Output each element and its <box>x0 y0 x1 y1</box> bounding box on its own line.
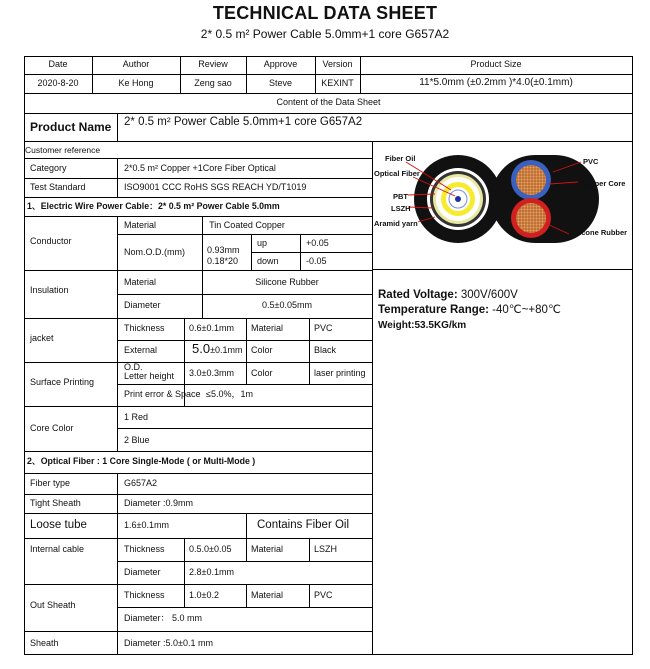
out-sheath-thickness-value: 1.0±0.2 <box>189 590 219 600</box>
conductor-nom-value-2: 0.18*20 <box>207 256 239 266</box>
version-value: KEXINT <box>321 78 354 88</box>
label-pbt: PBT <box>393 192 408 201</box>
internal-material-label: Material <box>251 544 284 554</box>
conductor-nom-label: Nom.O.D.(mm) <box>124 247 185 257</box>
surface-color-label: Color <box>251 368 273 378</box>
rated-voltage-value: 300V/600V <box>457 289 518 301</box>
jacket-color-value: Black <box>314 345 337 355</box>
jacket-thickness-label: Thickness <box>124 323 165 333</box>
internal-thickness-value: 0.5.0±0.05 <box>189 544 232 554</box>
page-subtitle: 2* 0.5 m² Power Cable 5.0mm+1 core G657A2 <box>200 27 450 41</box>
spec-rated-voltage <box>378 288 518 303</box>
sheath-label: Sheath <box>30 638 59 648</box>
print-error-value: ≤5.0%，1m <box>206 389 253 399</box>
weight-value: Weight:53.5KG/km <box>378 320 467 331</box>
core-color-item-red: 1 Red <box>124 412 149 422</box>
out-sheath-material-value: PVC <box>314 590 333 600</box>
insulation-label: Insulation <box>30 285 69 295</box>
jacket-label: jacket <box>30 333 54 343</box>
loose-tube-label: Loose tube <box>30 519 87 531</box>
test-standard-label: Test Standard <box>30 182 86 192</box>
review-value: Zeng sao <box>194 78 232 88</box>
label-silicone-rubber: Silicone Rubber <box>570 228 628 237</box>
insulation-material-value: Silicone Rubber <box>255 277 319 287</box>
conductor-up-value: +0.05 <box>306 238 329 248</box>
header-product-size-label: Product Size <box>470 59 522 69</box>
conductor-down-label: down <box>257 256 279 266</box>
jacket-thickness-value: 0.6±0.1mm <box>189 323 234 333</box>
header-approve-label: Approve <box>263 59 298 69</box>
surface-od-label: O.D. <box>124 362 143 372</box>
optical-section-heading: 2、Optical Fiber : 1 Core Single-Mode ( or Multi-Mode ) <box>27 456 256 466</box>
out-sheath-material-label: Material <box>251 590 284 600</box>
loose-tube-value: 1.6±0.1mm <box>124 520 169 530</box>
label-optical-fiber: Optical Fiber <box>374 169 420 178</box>
header-review-label: Review <box>198 59 228 69</box>
internal-diameter-value: 2.8±0.1mm <box>189 567 234 577</box>
core-color-item-blue: 2 Blue <box>124 435 150 445</box>
test-standard-value: ISO9001 CCC RoHS SGS REACH YD/T1019 <box>124 182 307 192</box>
surface-color-value: laser printing <box>314 368 366 378</box>
jacket-material-value: PVC <box>314 323 333 333</box>
jacket-material-label: Material <box>251 323 284 333</box>
label-aramid-yarn: Aramid yarn <box>374 219 418 228</box>
surface-letter-height-label: Letter height <box>124 371 175 381</box>
rated-voltage-label: Rated Voltage: <box>378 289 458 301</box>
header-version-label: Version <box>322 59 353 69</box>
surface-height-value: 3.0±0.3mm <box>189 368 234 378</box>
spec-weight <box>378 318 466 333</box>
approve-value: Steve <box>268 78 292 88</box>
header-date-label: Date <box>48 59 68 69</box>
conductor-up-label: up <box>257 238 268 248</box>
internal-cable-label: Internal cable <box>30 544 85 554</box>
conductor-material-value: Tin Coated Copper <box>209 220 285 230</box>
temperature-label: Temperature Range: <box>378 304 489 316</box>
electric-section-heading: 1、Electric Wire Power Cable：2* 0.5 m² Power Cable 5.0mm <box>27 201 280 211</box>
core-color-label: Core Color <box>30 423 74 433</box>
jacket-color-label: Color <box>251 345 273 355</box>
jacket-external-tolerance: ±0.1mm <box>210 345 243 355</box>
jacket-external-value <box>192 343 243 356</box>
print-error-label: Print error & Space <box>124 389 201 399</box>
product-name-value: 2* 0.5 m² Power Cable 5.0mm+1 core G657A2 <box>124 116 363 128</box>
label-lszh: LSZH <box>391 204 411 213</box>
tight-sheath-value: Diameter :0.9mm <box>124 498 194 508</box>
insulation-material-label: Material <box>124 277 157 287</box>
conductor-material-label: Material <box>124 220 157 230</box>
author-value: Ke Hong <box>118 78 154 88</box>
out-sheath-thickness-label: Thickness <box>124 590 165 600</box>
category-value: 2*0.5 m² Copper +1Core Fiber Optical <box>124 163 276 173</box>
label-pvc: PVC <box>583 157 599 166</box>
content-heading: Content of the Data Sheet <box>276 97 381 107</box>
jacket-external-label: External <box>124 345 158 355</box>
out-sheath-diameter-value: Diameter： 5.0 mm <box>124 613 203 623</box>
insulation-diameter-value: 0.5±0.05mm <box>262 300 312 310</box>
out-sheath-label: Out Sheath <box>30 600 76 610</box>
internal-thickness-label: Thickness <box>124 544 165 554</box>
header-author-label: Author <box>122 59 150 69</box>
label-copper-core: Copper Core <box>580 179 626 188</box>
fiber-type-value: G657A2 <box>124 478 158 488</box>
page-title: TECHNICAL DATA SHEET <box>212 3 438 23</box>
fiber-type-label: Fiber type <box>30 478 71 488</box>
spec-temperature <box>378 303 561 318</box>
temperature-value: -40℃~+80℃ <box>488 304 561 316</box>
sheath-value: Diameter :5.0±0.1 mm <box>124 638 213 648</box>
label-fiber-oil: Fiber Oil <box>385 154 416 163</box>
internal-diameter-label: Diameter <box>124 567 161 577</box>
loose-tube-note: Contains Fiber Oil <box>257 519 350 531</box>
product-size-value: 11*5.0mm (±0.2mm )*4.0(±0.1mm) <box>419 77 573 88</box>
insulation-diameter-label: Diameter <box>124 300 161 310</box>
customer-reference: Customer reference <box>25 145 101 155</box>
conductor-label: Conductor <box>30 236 72 246</box>
optical-cable-section <box>414 155 502 243</box>
category-label: Category <box>30 163 67 173</box>
jacket-external-number: 5.0 <box>192 341 211 356</box>
conductor-down-value: -0.05 <box>306 256 327 266</box>
product-name-label: Product Name <box>30 120 112 134</box>
internal-material-value: LSZH <box>314 544 338 554</box>
conductor-nom-value-1: 0.93mm <box>207 245 240 255</box>
surface-printing-label: Surface Printing <box>30 377 95 387</box>
tight-sheath-label: Tight Sheath <box>30 498 81 508</box>
date-value: 2020-8-20 <box>37 78 79 88</box>
